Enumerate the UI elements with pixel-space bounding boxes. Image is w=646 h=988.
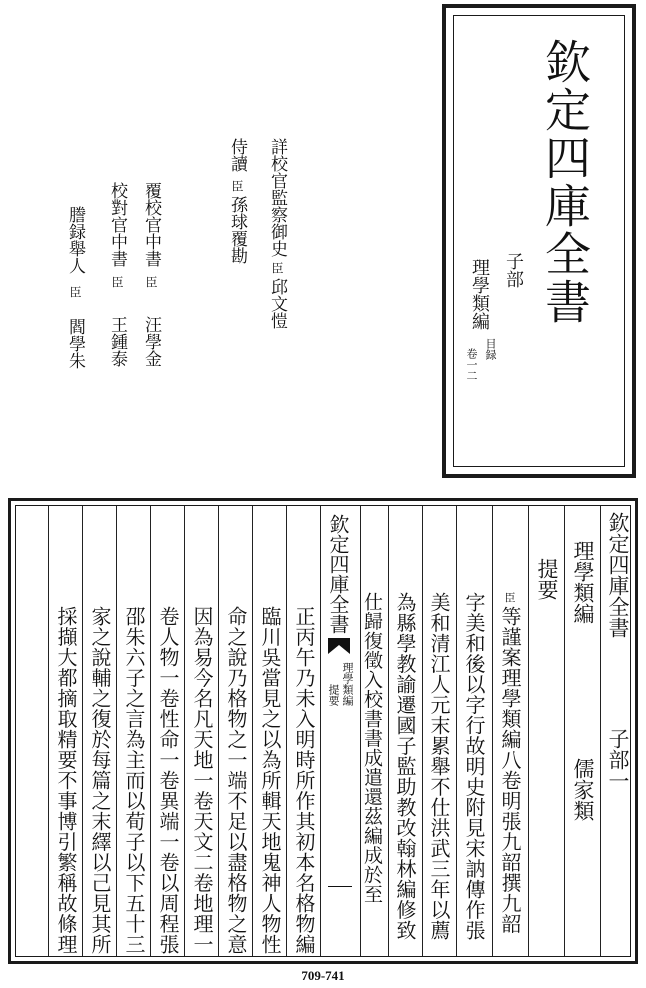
page-title: 欽定四庫全書 (606, 512, 630, 638)
cover-title-panel (442, 4, 636, 478)
cover-bureau: 子部 (503, 252, 524, 288)
text-column: 採擷大都摘取精要不事博引繁稱故條理 (54, 606, 78, 955)
cover-main-title: 欽定四庫全書 (538, 38, 592, 326)
cover-volume-note (466, 338, 496, 380)
official-collator-title: 校對官中書 (107, 182, 127, 267)
official-reviewer-tag: 臣 (230, 180, 244, 192)
official-proofreader-name: 邱文愷 (267, 278, 287, 329)
text-column: 邵朱六子之言為主而以荀子以下五十三 (122, 606, 146, 955)
column-rule (218, 506, 219, 956)
official-recheck-tag: 臣 (144, 276, 158, 288)
column-rule (388, 506, 389, 956)
cover-volume-note-line2: 卷一二 (465, 348, 478, 381)
column-rule (184, 506, 185, 956)
column-rule (528, 506, 529, 956)
official-reviewer-title: 侍讀 (227, 138, 247, 172)
fishtail-mark-icon (328, 638, 350, 654)
official-reviewer-name: 孫球覆勘 (227, 196, 247, 264)
official-copyist-tag: 臣 (68, 286, 82, 298)
official-copyist-name: 閻學朱 (65, 318, 85, 369)
cover-volume-note-line1: 目録 (484, 338, 497, 360)
page-work-title: 理學類編 (571, 540, 595, 624)
text-column: 美和清江人元末累舉不仕洪武三年以薦 (427, 592, 451, 941)
section-heading: 提要 (535, 558, 559, 600)
text-column: 臨川吳當見之以為所輯天地鬼神人物性 (258, 606, 282, 955)
cover-title-inner-frame (453, 15, 625, 467)
text-column: 正丙午乃未入明時所作其初本名格物編 (292, 606, 316, 955)
text-column: 為縣學教諭遷國子監助教改翰林編修致 (393, 592, 417, 941)
column-rule (492, 506, 493, 956)
text-column: 卷人物一卷性命一卷異端一卷以周程張 (156, 606, 180, 955)
center-strip-rule (328, 886, 352, 887)
column-rule (150, 506, 151, 956)
text-column: 字美和後以字行故明史附見宋訥傳作張 (462, 592, 486, 941)
text-column: 家之說輔之復於每篇之末繹以己見其所 (88, 606, 112, 955)
cover-work-title: 理學類編 (469, 258, 490, 330)
center-strip (320, 506, 360, 964)
page-bureau: 子部一 (606, 728, 630, 791)
official-collator-name: 王鍾泰 (107, 316, 127, 367)
column-rule (564, 506, 565, 956)
text-column: 命之說乃格物之一端不足以盡格物之意 (224, 606, 248, 955)
official-proofreader-title: 詳校官監察御史 (267, 138, 287, 257)
text-column: 因為易今名凡天地一卷天文二卷地理一 (190, 606, 214, 955)
official-recheck-title: 覆校官中書 (141, 182, 161, 267)
text-column: 仕歸復徵入校書書成遣還茲編成於至 (361, 592, 383, 904)
column-rule (456, 506, 457, 956)
center-strip-title: 欽定四庫全書 (326, 514, 350, 634)
column-rule (600, 506, 601, 956)
center-strip-section: 提要 (327, 684, 340, 706)
official-copyist-title: 謄録舉人 (65, 206, 85, 274)
text-page (8, 498, 638, 964)
column-rule (422, 506, 423, 956)
text-column: 等謹案理學類編八卷明張九韶撰九韶 (498, 606, 522, 934)
page-category: 儒家類 (571, 758, 595, 821)
column-rule (116, 506, 117, 956)
text-page-inner-frame (15, 505, 631, 957)
column-rule (82, 506, 83, 956)
center-strip-work: 理學類編 (341, 662, 354, 706)
minister-mark: 臣 (503, 592, 516, 603)
column-rule (286, 506, 287, 956)
official-recheck-name: 汪學金 (141, 316, 161, 367)
official-proofreader-tag: 臣 (270, 262, 284, 274)
official-collator-tag: 臣 (110, 276, 124, 288)
column-rule (48, 506, 49, 956)
column-rule (252, 506, 253, 956)
page-number: 709-741 (301, 968, 345, 983)
